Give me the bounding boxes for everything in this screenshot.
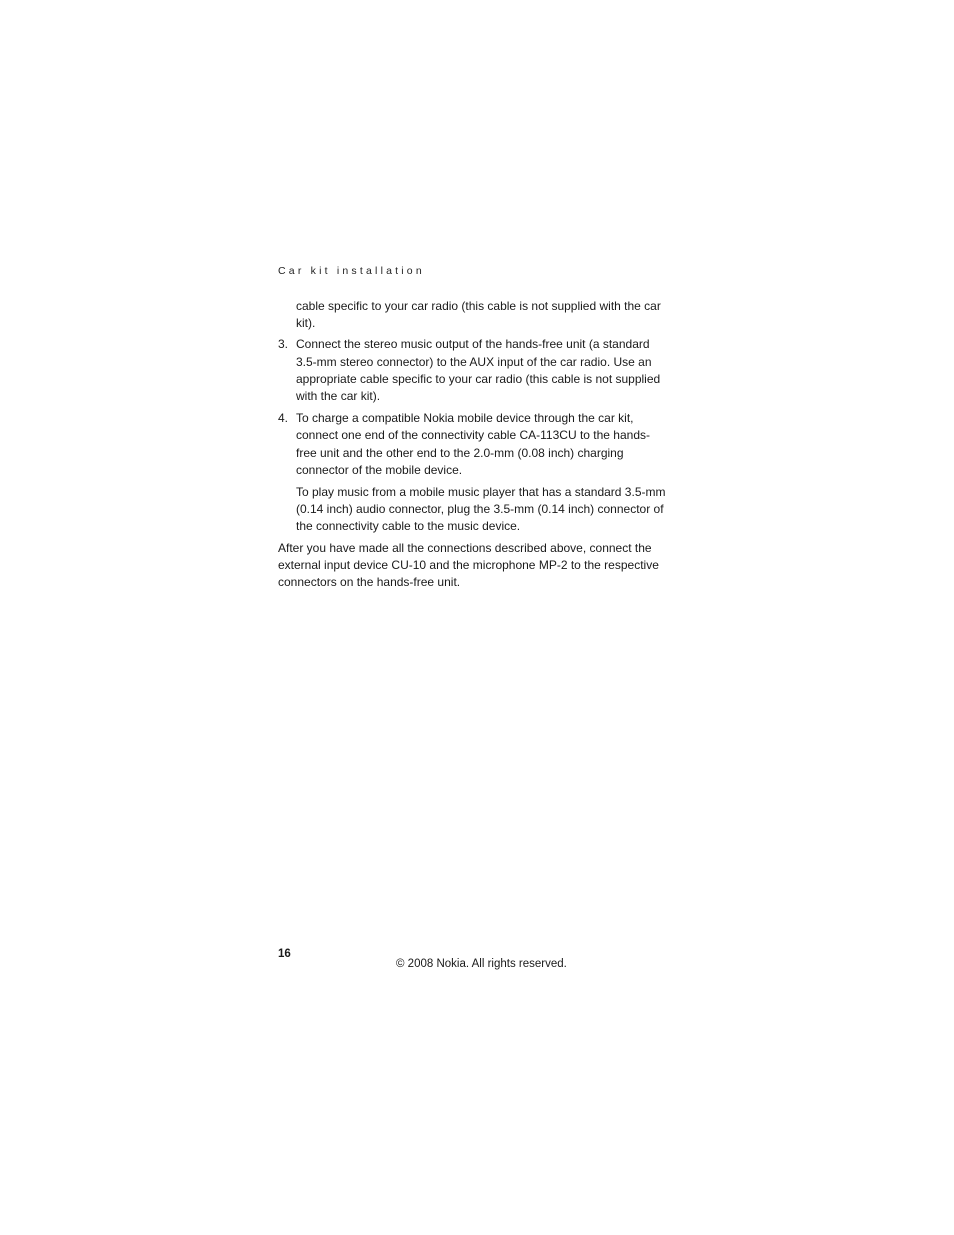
page-number: 16 xyxy=(278,948,291,960)
list-item xyxy=(278,410,670,479)
continuation-paragraph: cable specific to your car radio (this cable is not supplied with the car kit). xyxy=(296,299,661,331)
step-number: 3. xyxy=(278,337,289,352)
step-number: 4. xyxy=(278,411,289,426)
page-content xyxy=(278,298,670,591)
step-text: To charge a compatible Nokia mobile device through the car kit, connect one end of the connectivity cable CA-113CU to the hands-free unit and the other end to the 2.0-mm (0.08 inch) charging connector of the mobile device. xyxy=(296,411,650,477)
list-item xyxy=(278,336,670,405)
closing-paragraph: After you have made all the connections described above, connect the external input device CU-10 and the microphone MP-2 to the respective connectors on the hands-free unit. xyxy=(278,540,659,590)
section-header: Car kit installation xyxy=(278,265,425,277)
step-note-paragraph: To play music from a mobile music player that has a standard 3.5-mm (0.14 inch) audio connector, plug the 3.5-mm (0.14 inch) connector of the connectivity cable to the music device. xyxy=(296,485,666,534)
step-text: Connect the stereo music output of the hands-free unit (a standard 3.5-mm stereo connector) to the AUX input of the car radio. Use an appropriate cable specific to your car radio (this cable is not supplied with the car kit). xyxy=(296,337,661,404)
copyright-notice: © 2008 Nokia. All rights reserved. xyxy=(396,958,567,970)
